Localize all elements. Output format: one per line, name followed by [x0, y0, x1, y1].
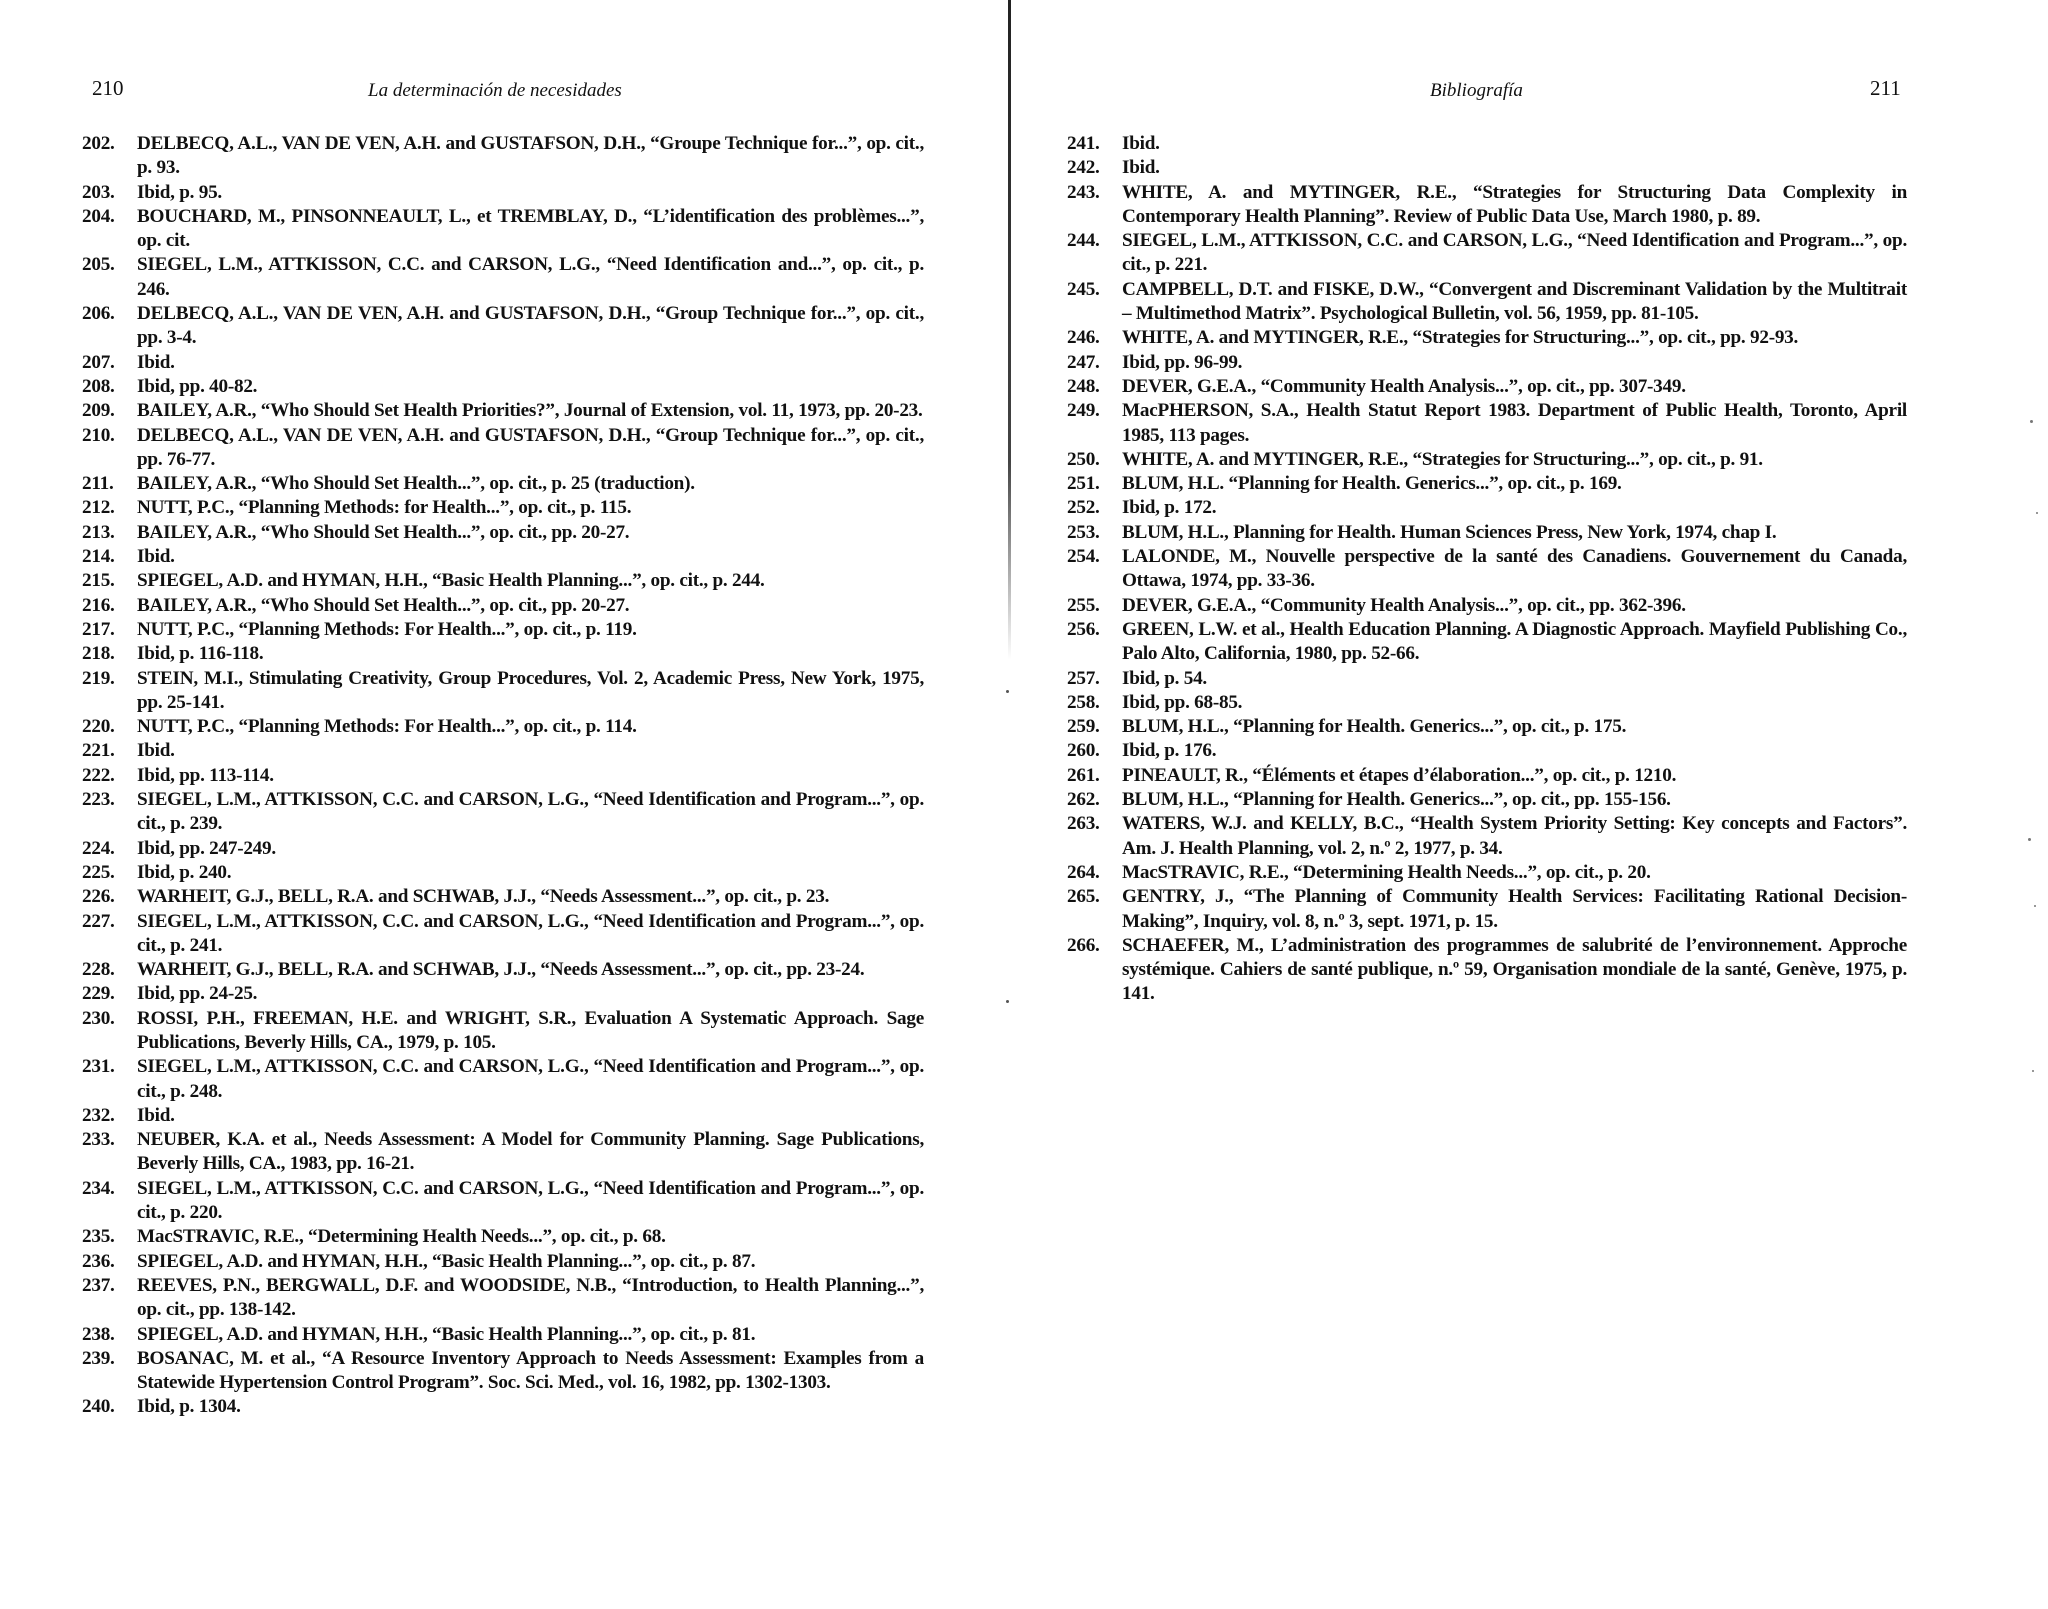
footnote-number: 258. — [1067, 691, 1100, 713]
footnote-number: 248. — [1067, 375, 1100, 397]
footnote-entry — [82, 1128, 924, 1177]
footnote-number: 245. — [1067, 278, 1100, 300]
footnote-entry — [82, 1347, 924, 1396]
footnote-entry — [1067, 351, 1907, 375]
footnote-text: WARHEIT, G.J., BELL, R.A. and SCHWAB, J.J., “Needs Assessment...”, op. cit., p. 23. — [137, 886, 830, 908]
footnote-entry — [1067, 594, 1907, 618]
footnote-text: NUTT, P.C., “Planning Methods: for Health...”, op. cit., p. 115. — [137, 497, 632, 519]
footnote-entry — [82, 837, 924, 861]
footnote-entry — [82, 1274, 924, 1323]
footnote-text: SPIEGEL, A.D. and HYMAN, H.H., “Basic Health Planning...”, op. cit., p. 81. — [137, 1323, 756, 1345]
footnote-number: 253. — [1067, 521, 1100, 543]
footnote-text: WHITE, A. and MYTINGER, R.E., “Strategies for Structuring Data Complexity in Contemporary Health Planning”. Review of Public Data Use, March 1980, p. 89. — [1122, 181, 1907, 227]
footnote-text: BAILEY, A.R., “Who Should Set Health Priorities?”, Journal of Extension, vol. 11, 1973, pp. 20-23. — [137, 400, 923, 422]
footnote-entry — [82, 788, 924, 837]
footnote-entry — [1067, 472, 1907, 496]
footnote-entry — [82, 739, 924, 763]
footnote-text: SIEGEL, L.M., ATTKISSON, C.C. and CARSON, L.G., “Need Identification and Program...”, op. cit., p. 220. — [137, 1177, 924, 1224]
footnote-entry — [1067, 399, 1907, 448]
footnote-text: DELBECQ, A.L., VAN DE VEN, A.H. and GUSTAFSON, D.H., “Group Technique for...”, op. cit., pp. 76-77. — [137, 424, 924, 470]
scan-speck — [2032, 1070, 2034, 1072]
footnote-number: 209. — [82, 400, 115, 422]
footnote-number: 255. — [1067, 594, 1100, 616]
left-page-number: 210 — [92, 76, 124, 100]
footnote-text: Ibid, pp. 68-85. — [1122, 691, 1243, 713]
footnote-number: 208. — [82, 375, 115, 397]
footnote-entry — [82, 545, 924, 569]
footnote-text: Ibid, pp. 24-25. — [137, 983, 258, 1005]
footnote-number: 239. — [82, 1347, 115, 1369]
footnote-text: SIEGEL, L.M., ATTKISSON, C.C. and CARSON, L.G., “Need Identification and Program...”, op. cit., p. 241. — [137, 910, 924, 956]
footnote-entry — [1067, 691, 1907, 715]
footnote-entry — [82, 1177, 924, 1226]
footnote-number: 204. — [82, 205, 115, 227]
footnote-number: 206. — [82, 303, 115, 325]
footnote-entry — [82, 302, 924, 351]
footnote-number: 240. — [82, 1396, 115, 1418]
footnote-entry — [1067, 448, 1907, 472]
footnote-number: 207. — [82, 351, 115, 373]
footnote-entry — [82, 253, 924, 302]
footnote-entry — [1067, 375, 1907, 399]
footnote-text: SIEGEL, L.M., ATTKISSON, C.C. and CARSON, L.G., “Need Identification and Program...”, op. cit., p. 221. — [1122, 230, 1907, 276]
footnote-entry — [82, 910, 924, 959]
footnote-text: Ibid. — [137, 740, 175, 762]
footnote-number: 217. — [82, 618, 115, 640]
footnote-entry — [1067, 667, 1907, 691]
footnote-text: MacSTRAVIC, R.E., “Determining Health Needs...”, op. cit., p. 20. — [1122, 861, 1651, 883]
scan-speck — [2034, 905, 2036, 907]
gutter-mark — [1006, 1000, 1009, 1003]
footnote-number: 262. — [1067, 789, 1100, 811]
footnote-entry — [82, 642, 924, 666]
footnote-number: 260. — [1067, 740, 1100, 762]
footnote-text: STEIN, M.I., Stimulating Creativity, Group Procedures, Vol. 2, Academic Press, New York, 1975, pp. 25-141. — [137, 667, 924, 713]
footnote-number: 264. — [1067, 861, 1100, 883]
footnote-text: DEVER, G.E.A., “Community Health Analysis...”, op. cit., pp. 307-349. — [1122, 375, 1686, 397]
footnote-entry — [82, 1055, 924, 1104]
footnote-number: 222. — [82, 764, 115, 786]
footnote-entry — [1067, 934, 1907, 1007]
footnote-number: 232. — [82, 1104, 115, 1126]
footnote-number: 224. — [82, 837, 115, 859]
footnote-text: Ibid, p. 172. — [1122, 497, 1217, 519]
footnote-number: 223. — [82, 789, 115, 811]
footnote-text: NUTT, P.C., “Planning Methods: For Health...”, op. cit., p. 119. — [137, 618, 637, 640]
footnote-number: 220. — [82, 716, 115, 738]
footnote-number: 229. — [82, 983, 115, 1005]
footnote-text: ROSSI, P.H., FREEMAN, H.E. and WRIGHT, S.R., Evaluation A Systematic Approach. Sage Publications, Beverly Hills, CA., 1979, p. 105. — [137, 1007, 924, 1053]
footnote-entry — [82, 764, 924, 788]
footnote-text: MacPHERSON, S.A., Health Statut Report 1983. Department of Public Health, Toronto, April 1985, 113 pages. — [1122, 400, 1907, 446]
footnote-entry — [82, 351, 924, 375]
footnote-entry — [1067, 861, 1907, 885]
footnote-text: BAILEY, A.R., “Who Should Set Health...”, op. cit., pp. 20-27. — [137, 521, 630, 543]
footnote-entry — [1067, 132, 1907, 156]
footnote-number: 259. — [1067, 716, 1100, 738]
footnote-number: 228. — [82, 959, 115, 981]
footnote-number: 211. — [82, 473, 114, 495]
footnote-number: 250. — [1067, 448, 1100, 470]
footnote-number: 203. — [82, 181, 115, 203]
footnote-text: Ibid. — [137, 351, 175, 373]
footnote-entry — [1067, 326, 1907, 350]
footnote-text: Ibid. — [1122, 133, 1160, 154]
footnote-text: DELBECQ, A.L., VAN DE VEN, A.H. and GUSTAFSON, D.H., “Group Technique for...”, op. cit., pp. 3-4. — [137, 303, 924, 349]
footnote-entry — [82, 958, 924, 982]
footnote-number: 241. — [1067, 133, 1100, 154]
footnote-text: BOUCHARD, M., PINSONNEAULT, L., et TREMBLAY, D., “L’identification des problèmes...”, op. cit. — [137, 205, 924, 252]
footnote-number: 236. — [82, 1250, 115, 1272]
footnote-entry — [1067, 521, 1907, 545]
footnote-entry — [1067, 496, 1907, 520]
footnote-text: REEVES, P.N., BERGWALL, D.F. and WOODSIDE, N.B., “Introduction, to Health Planning...”, op. cit., pp. 138-142. — [137, 1274, 924, 1321]
footnote-entry — [82, 1225, 924, 1249]
footnote-entry — [1067, 156, 1907, 180]
footnote-text: NUTT, P.C., “Planning Methods: For Health...”, op. cit., p. 114. — [137, 716, 637, 738]
footnote-entry — [1067, 278, 1907, 327]
footnote-text: SPIEGEL, A.D. and HYMAN, H.H., “Basic Health Planning...”, op. cit., p. 87. — [137, 1250, 756, 1272]
left-running-head: La determinación de necesidades — [368, 80, 622, 101]
footnote-text: Ibid, p. 240. — [137, 861, 232, 883]
footnote-number: 233. — [82, 1129, 115, 1151]
footnote-entry — [82, 1323, 924, 1347]
footnote-text: SIEGEL, L.M., ATTKISSON, C.C. and CARSON, L.G., “Need Identification and Program...”, op. cit., p. 248. — [137, 1056, 924, 1102]
footnote-text: WHITE, A. and MYTINGER, R.E., “Strategies for Structuring...”, op. cit., p. 91. — [1122, 448, 1763, 470]
footnote-text: NEUBER, K.A. et al., Needs Assessment: A Model for Community Planning. Sage Publications, Beverly Hills, CA., 1983, pp. 16-21. — [137, 1129, 924, 1175]
footnote-text: SCHAEFER, M., L’administration des programmes de salubrité de l’environnement. Approche systémique. Cahiers de santé publique, n.º 59, Organisation mondiale de la santé, Genève, 1975, p. 141. — [1122, 934, 1907, 1005]
footnote-number: 256. — [1067, 618, 1100, 640]
footnote-number: 205. — [82, 254, 115, 276]
footnote-entry — [82, 1104, 924, 1128]
footnote-entry — [82, 569, 924, 593]
footnote-text: BLUM, H.L., “Planning for Health. Generics...”, op. cit., pp. 155-156. — [1122, 789, 1671, 811]
footnote-entry — [82, 667, 924, 716]
footnote-number: 252. — [1067, 497, 1100, 519]
footnote-text: SIEGEL, L.M., ATTKISSON, C.C. and CARSON, L.G., “Need Identification and...”, op. cit., p. 246. — [137, 254, 924, 300]
footnote-number: 213. — [82, 521, 115, 543]
footnote-text: Ibid, p. 54. — [1122, 667, 1207, 689]
footnote-number: 226. — [82, 886, 115, 908]
footnote-text: WARHEIT, G.J., BELL, R.A. and SCHWAB, J.J., “Needs Assessment...”, op. cit., pp. 23-24. — [137, 959, 865, 981]
footnote-entry — [1067, 812, 1907, 861]
footnote-text: Ibid, p. 1304. — [137, 1396, 241, 1418]
footnote-text: SIEGEL, L.M., ATTKISSON, C.C. and CARSON, L.G., “Need Identification and Program...”, op. cit., p. 239. — [137, 789, 924, 835]
footnote-number: 261. — [1067, 764, 1100, 786]
footnote-entry — [82, 496, 924, 520]
right-running-head: Bibliografía — [1430, 80, 1523, 101]
footnote-entry — [82, 861, 924, 885]
footnote-entry — [1067, 739, 1907, 763]
footnote-text: Ibid, pp. 96-99. — [1122, 351, 1243, 373]
footnote-text: WHITE, A. and MYTINGER, R.E., “Strategies for Structuring...”, op. cit., pp. 92-93. — [1122, 327, 1799, 349]
footnote-entry — [82, 1250, 924, 1274]
footnote-number: 231. — [82, 1056, 115, 1078]
footnote-entry — [82, 472, 924, 496]
footnote-text: CAMPBELL, D.T. and FISKE, D.W., “Convergent and Discreminant Validation by the Multitrait – Multimethod Matrix”. Psychological Bulletin, vol. 56, 1959, pp. 81-105. — [1122, 278, 1907, 325]
footnote-entry — [1067, 545, 1907, 594]
footnote-text: BLUM, H.L., “Planning for Health. Generics...”, op. cit., p. 175. — [1122, 716, 1627, 738]
footnote-text: Ibid, pp. 40-82. — [137, 375, 258, 397]
footnote-number: 234. — [82, 1177, 115, 1199]
footnote-text: BAILEY, A.R., “Who Should Set Health...”, op. cit., pp. 20-27. — [137, 594, 630, 616]
footnote-number: 210. — [82, 424, 115, 446]
footnote-text: BLUM, H.L., Planning for Health. Human Sciences Press, New York, 1974, chap I. — [1122, 521, 1777, 543]
right-page-number: 211 — [1870, 76, 1901, 100]
footnote-number: 225. — [82, 861, 115, 883]
footnote-number: 216. — [82, 594, 115, 616]
footnote-text: MacSTRAVIC, R.E., “Determining Health Needs...”, op. cit., p. 68. — [137, 1226, 666, 1248]
footnote-text: GREEN, L.W. et al., Health Education Planning. A Diagnostic Approach. Mayfield Publishing Co., Palo Alto, California, 1980, pp. 52-66. — [1122, 618, 1907, 665]
footnote-entry — [82, 132, 924, 181]
footnote-text: Ibid, p. 95. — [137, 181, 222, 203]
footnote-entry — [82, 1395, 924, 1419]
footnote-text: BLUM, H.L. “Planning for Health. Generics...”, op. cit., p. 169. — [1122, 473, 1622, 495]
footnote-text: LALONDE, M., Nouvelle perspective de la santé des Canadiens. Gouvernement du Canada, Ottawa, 1974, pp. 33-36. — [1122, 546, 1907, 592]
footnote-text: Ibid. — [137, 546, 175, 568]
footnote-entry — [82, 181, 924, 205]
footnote-entry — [82, 715, 924, 739]
footnote-entry — [1067, 715, 1907, 739]
footnote-entry — [1067, 788, 1907, 812]
scan-speck — [2030, 420, 2033, 423]
footnote-entry — [82, 618, 924, 642]
footnote-number: 218. — [82, 643, 115, 665]
footnote-entry — [1067, 181, 1907, 230]
footnote-number: 243. — [1067, 181, 1100, 203]
footnote-entry — [82, 594, 924, 618]
gutter-mark — [1006, 690, 1009, 693]
footnote-entry — [82, 1007, 924, 1056]
footnote-text: Ibid. — [137, 1104, 175, 1126]
footnote-entry — [82, 885, 924, 909]
footnote-number: 242. — [1067, 157, 1100, 179]
footnote-number: 244. — [1067, 230, 1100, 252]
footnote-text: PINEAULT, R., “Éléments et étapes d’élaboration...”, op. cit., p. 1210. — [1122, 764, 1677, 786]
footnote-text: WATERS, W.J. and KELLY, B.C., “Health System Priority Setting: Key concepts and Factors”. Am. J. Health Planning, vol. 2, n.º 2, 1977, p. 34. — [1122, 813, 1907, 859]
footnote-entry — [1067, 885, 1907, 934]
footnote-text: Ibid. — [1122, 157, 1160, 179]
page-gutter — [1008, 0, 1011, 660]
footnote-number: 251. — [1067, 473, 1100, 495]
footnote-number: 247. — [1067, 351, 1100, 373]
footnote-entry — [82, 521, 924, 545]
footnote-entry — [1067, 229, 1907, 278]
footnote-number: 219. — [82, 667, 115, 689]
footnote-number: 249. — [1067, 400, 1100, 422]
scan-speck — [2036, 512, 2038, 514]
footnote-number: 238. — [82, 1323, 115, 1345]
footnote-entry — [1067, 618, 1907, 667]
footnote-entry — [1067, 764, 1907, 788]
footnote-text: Ibid, p. 176. — [1122, 740, 1217, 762]
footnote-text: Ibid, pp. 113-114. — [137, 764, 274, 786]
footnote-number: 215. — [82, 570, 115, 592]
footnote-entry — [82, 205, 924, 254]
footnote-text: BOSANAC, M. et al., “A Resource Inventory Approach to Needs Assessment: Examples from a Statewide Hypertension Control Program”. Soc. Sci. Med., vol. 16, 1982, pp. 1302-1303. — [137, 1347, 924, 1394]
scan-speck — [2028, 838, 2031, 841]
footnote-entry — [82, 982, 924, 1006]
left-notes-list — [82, 132, 924, 1420]
right-notes-list — [1067, 132, 1907, 1007]
footnote-text: DELBECQ, A.L., VAN DE VEN, A.H. and GUSTAFSON, D.H., “Groupe Technique for...”, op. cit., p. 93. — [137, 133, 924, 179]
footnote-number: 254. — [1067, 546, 1100, 568]
footnote-number: 266. — [1067, 934, 1100, 956]
footnote-number: 202. — [82, 133, 115, 154]
footnote-number: 235. — [82, 1226, 115, 1248]
footnote-text: BAILEY, A.R., “Who Should Set Health...”, op. cit., p. 25 (traduction). — [137, 473, 695, 495]
footnote-number: 265. — [1067, 886, 1100, 908]
footnote-entry — [82, 399, 924, 423]
footnote-text: SPIEGEL, A.D. and HYMAN, H.H., “Basic Health Planning...”, op. cit., p. 244. — [137, 570, 765, 592]
footnote-number: 214. — [82, 546, 115, 568]
footnote-number: 246. — [1067, 327, 1100, 349]
footnote-text: Ibid, p. 116-118. — [137, 643, 264, 665]
footnote-text: DEVER, G.E.A., “Community Health Analysis...”, op. cit., pp. 362-396. — [1122, 594, 1686, 616]
footnote-number: 237. — [82, 1274, 115, 1296]
footnote-number: 230. — [82, 1007, 115, 1029]
footnote-number: 263. — [1067, 813, 1100, 835]
footnote-entry — [82, 424, 924, 473]
footnote-text: GENTRY, J., “The Planning of Community Health Services: Facilitating Rational Decision-Making”, Inquiry, vol. 8, n.º 3, sept. 1971, p. 15. — [1122, 886, 1907, 932]
footnote-number: 221. — [82, 740, 115, 762]
footnote-entry — [82, 375, 924, 399]
footnote-text: Ibid, pp. 247-249. — [137, 837, 276, 859]
footnote-number: 212. — [82, 497, 115, 519]
footnote-number: 257. — [1067, 667, 1100, 689]
footnote-number: 227. — [82, 910, 115, 932]
